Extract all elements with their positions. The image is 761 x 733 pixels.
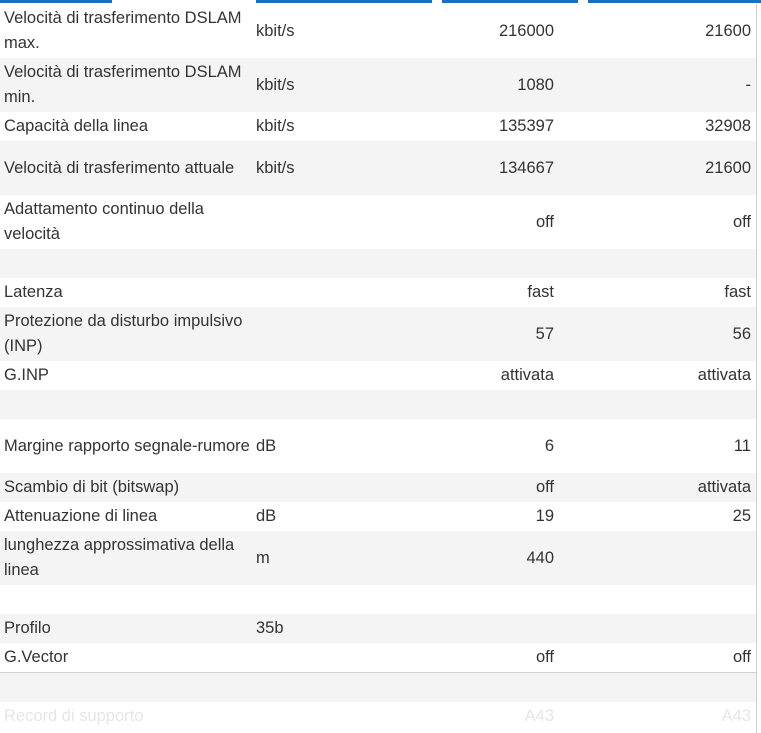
row-label bbox=[4, 390, 254, 419]
row-label: Velocità di trasferimento attuale bbox=[4, 158, 235, 177]
row-value-upstream bbox=[560, 614, 751, 643]
row-label: Margine rapporto segnale-rumore bbox=[4, 436, 250, 455]
row-value-downstream: 134667 bbox=[498, 158, 554, 177]
row-value-downstream bbox=[340, 390, 554, 419]
row-value-upstream: 32908 bbox=[705, 117, 751, 135]
row-label bbox=[4, 249, 254, 278]
row-unit bbox=[256, 473, 336, 502]
row-value-upstream bbox=[560, 390, 751, 419]
row-value-downstream: attivata bbox=[500, 366, 554, 384]
row-unit: dB bbox=[256, 507, 277, 525]
table-row bbox=[0, 673, 756, 702]
row-value-downstream: off bbox=[535, 212, 554, 231]
row-label: G.INP bbox=[4, 366, 49, 384]
row-value-upstream bbox=[560, 585, 751, 614]
row-label: Velocità di trasferimento DSLAM max. bbox=[4, 9, 242, 52]
row-label: Profilo bbox=[4, 619, 51, 637]
row-value-downstream: 216000 bbox=[498, 21, 554, 40]
table-row bbox=[0, 419, 756, 473]
row-value-upstream: 11 bbox=[733, 436, 751, 455]
table-row bbox=[0, 614, 756, 643]
row-value-upstream: 21600 bbox=[705, 158, 751, 177]
table-row bbox=[0, 390, 756, 419]
row-unit bbox=[256, 278, 336, 307]
table-row bbox=[0, 141, 756, 195]
row-label: Record di supporto bbox=[4, 707, 144, 725]
row-value-downstream: 440 bbox=[526, 548, 554, 567]
table-row bbox=[0, 643, 756, 672]
row-value-downstream bbox=[340, 614, 554, 643]
row-unit bbox=[256, 673, 336, 702]
row-value-downstream bbox=[340, 249, 554, 278]
row-unit: 35b bbox=[256, 619, 284, 637]
row-unit bbox=[256, 307, 336, 361]
row-value-downstream bbox=[340, 585, 554, 614]
tab-indicator-1 bbox=[0, 0, 112, 3]
table-row bbox=[0, 249, 756, 278]
row-label: G.Vector bbox=[4, 648, 69, 666]
table-row bbox=[0, 4, 756, 58]
row-unit bbox=[256, 249, 336, 278]
row-label: Velocità di trasferimento DSLAM min. bbox=[4, 63, 242, 106]
row-value-downstream: 1080 bbox=[517, 75, 554, 94]
row-label bbox=[4, 673, 254, 702]
table-row bbox=[0, 531, 756, 585]
row-value-upstream: 56 bbox=[732, 324, 751, 343]
row-unit bbox=[256, 585, 336, 614]
row-value-upstream: off bbox=[732, 212, 751, 231]
row-value-downstream: 135397 bbox=[498, 117, 554, 135]
row-value-upstream: attivata bbox=[697, 366, 751, 384]
row-unit: m bbox=[256, 548, 270, 567]
row-value-downstream: off bbox=[535, 648, 554, 666]
row-value-upstream bbox=[560, 249, 751, 278]
row-value-downstream: fast bbox=[527, 283, 554, 301]
row-unit: kbit/s bbox=[256, 117, 295, 135]
table-row bbox=[0, 502, 756, 531]
row-unit bbox=[256, 361, 336, 390]
row-label: Capacità della linea bbox=[4, 117, 149, 135]
row-unit: kbit/s bbox=[256, 75, 295, 94]
table-row bbox=[0, 278, 756, 307]
row-label: lunghezza approssimativa della linea bbox=[4, 536, 235, 579]
row-label: Attenuazione di linea bbox=[4, 507, 158, 525]
tab-indicator-2 bbox=[256, 0, 432, 3]
row-value-downstream: 6 bbox=[544, 436, 554, 455]
tab-indicator-3 bbox=[442, 0, 578, 3]
row-unit: kbit/s bbox=[256, 158, 295, 177]
table-row bbox=[0, 361, 756, 390]
row-unit bbox=[256, 643, 336, 672]
row-value-upstream bbox=[560, 673, 751, 702]
row-value-upstream bbox=[560, 531, 751, 585]
row-value-downstream: 19 bbox=[535, 507, 554, 525]
row-label bbox=[4, 585, 254, 614]
row-label: Latenza bbox=[4, 283, 63, 301]
row-value-upstream: off bbox=[732, 648, 751, 666]
row-unit: dB bbox=[256, 436, 277, 455]
table-row bbox=[0, 195, 756, 249]
row-unit bbox=[256, 702, 336, 731]
row-unit: kbit/s bbox=[256, 21, 295, 40]
table-row bbox=[0, 58, 756, 112]
row-value-upstream: - bbox=[745, 75, 751, 94]
row-value-upstream: A43 bbox=[721, 707, 751, 725]
row-value-upstream: 21600 bbox=[705, 21, 751, 40]
row-unit bbox=[256, 390, 336, 419]
row-value-downstream: 57 bbox=[535, 324, 554, 343]
row-value-downstream: A43 bbox=[524, 707, 554, 725]
table-row bbox=[0, 112, 756, 141]
row-value-downstream: off bbox=[535, 478, 554, 496]
table-row bbox=[0, 473, 756, 502]
dsl-info-table bbox=[0, 4, 757, 733]
table-row bbox=[0, 585, 756, 614]
tab-indicator-4 bbox=[588, 0, 761, 3]
table-row bbox=[0, 307, 756, 361]
table-row bbox=[0, 702, 756, 731]
row-value-downstream bbox=[340, 673, 554, 702]
row-label: Adattamento continuo della velocità bbox=[4, 200, 204, 243]
row-value-upstream: fast bbox=[724, 283, 751, 301]
row-label: Scambio di bit (bitswap) bbox=[4, 478, 180, 496]
row-value-upstream: attivata bbox=[697, 478, 751, 496]
row-unit bbox=[256, 195, 336, 249]
row-label: Protezione da disturbo impulsivo (INP) bbox=[4, 312, 243, 355]
row-value-upstream: 25 bbox=[732, 507, 751, 525]
